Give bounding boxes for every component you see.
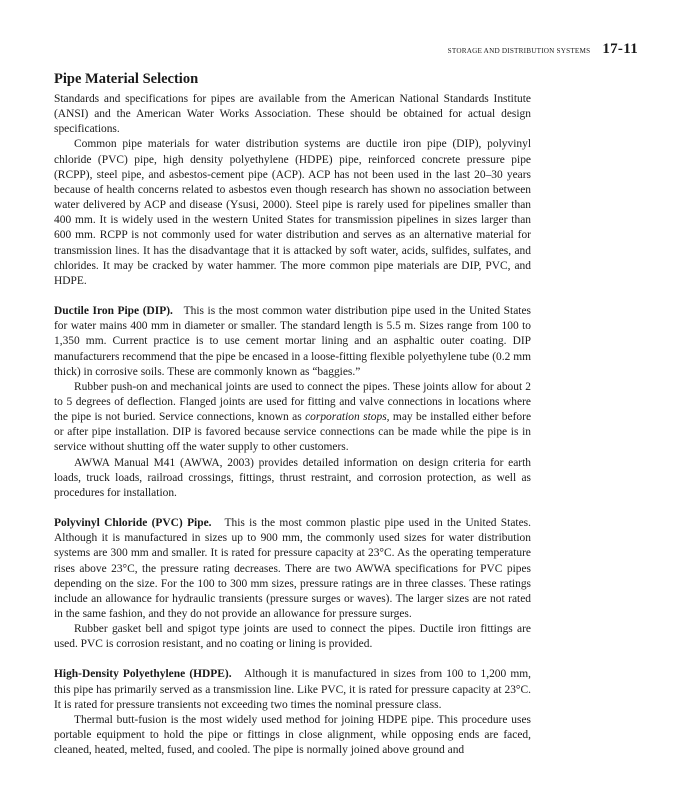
intro-paragraph-1: Standards and specifications for pipes are available from the American National Standards Institute (ANSI) and the American Water Works Association. These should be obtained for actual design specifications.: [54, 93, 531, 136]
section-heading: Pipe Material Selection: [54, 71, 199, 87]
subsection-hdpe: [54, 667, 531, 758]
running-header-title: STORAGE AND DISTRIBUTION SYSTEMS: [447, 47, 591, 55]
pvc-paragraph-2: Rubber gasket bell and spigot type joints are used to connect the pipes. Ductile iron fittings are used. PVC is corrosion resistant, and no coating or lining is provided.: [54, 623, 531, 651]
hdpe-runin-heading: High-Density Polyethylene (HDPE).: [54, 668, 232, 681]
dip-paragraph-1: [54, 304, 531, 380]
dip-paragraph-3: AWWA Manual M41 (AWWA, 2003) provides detailed information on design criteria for earth loads, truck loads, railroad crossings, fittings, thrust restraint, and corrosion protection, as well as procedures for installation.: [54, 456, 531, 499]
dip-runin-heading: Ductile Iron Pipe (DIP).: [54, 305, 173, 318]
intro-paragraph-2: Common pipe materials for water distribution systems are ductile iron pipe (DIP), polyvinyl chloride (PVC) pipe, high density polyethylene (HDPE) pipe, reinforced concrete pressure pipe (RCPP), steel pipe, and asbestos-cement pipe (ACP). ACP has not been used in the last 20–30 years because of health concerns related to asbestos even though research has shown no association between water delivered by ACP and disease (Ysusi, 2000). Steel pipe is rarely used for pipelines smaller than 400 mm. It is widely used in the western United States for transmission pipelines in sizes larger than 600 mm. RCPP is not commonly used for water distribution and serves as an alternative material for transmission lines. It has the disadvantage that it is attacked by soft water, acids, sulfides, sulfates, and chlorides. It may be cracked by water hammer. The more common pipe materials are DIP, PVC, and HDPE.: [54, 138, 531, 287]
hdpe-paragraph-2: Thermal butt-fusion is the most widely used method for joining HDPE pipe. This procedure uses portable equipment to hold the pipe or fittings in close alignment, while opposing ends are faced, cleaned, heated, melted, fused, and cooled. The pipe is normally joined above ground and: [54, 713, 531, 757]
dip-paragraph-1-text: This is the most common water distribution pipe used in the United States for water mains 400 mm in diameter or smaller. The standard length is 5.5 m. Sizes range from 100 to 1,350 mm. Current practice is to use cement mortar lining and an asphaltic outer coating. DIP manufacturers recommend that the pipe be encased in a loose-fitting flexible polyethylene tube (0.2 mm thick) in corrosive soils. These are commonly known as “baggies.”: [54, 305, 531, 378]
body-text: [54, 70, 531, 758]
page-number: 17-11: [602, 41, 638, 57]
running-header: [448, 41, 638, 58]
hdpe-paragraph-1: [54, 667, 531, 712]
pvc-runin-heading: Polyvinyl Chloride (PVC) Pipe.: [54, 517, 212, 530]
dip-paragraph-2-text-b: may be installed either before or after pipe installation. DIP is favored because service connections can be made while the pipe is in service without shutting off the water supply to other customers.: [54, 411, 532, 454]
pvc-paragraph-1: [54, 516, 531, 622]
dip-paragraph-2-text-a: Rubber push-on and mechanical joints are used to connect the pipes. These joints allow for about 2 to 5 degrees of deflection. Flanged joints are used for fitting and valve connections in locations where the pipe is not buried. Service connections, known as: [54, 380, 531, 424]
hdpe-paragraph-1-text: Although it is manufactured in sizes from 100 to 1,200 mm, this pipe has primarily served as a transmission line. Like PVC, it is rated for pressure capacity at 23°C. It is rated for pressure transients not exceeding two times the nominal pressure class.: [54, 668, 532, 711]
pvc-paragraph-1-text: This is the most common plastic pipe used in the United States. Although it is manufactured in sizes up to 900 mm, the commonly used sizes for water distribution systems are 300 mm and smaller. It is rated for pressure capacity at 23°C. As the operating temperature rises above 23°C, the pressure rating decreases. There are two AWWA specifications for PVC pipes depending on the size. For the 100 to 300 mm sizes, pressure ratings are in three classes. These ratings include an allowance for hydraulic transients (pressure surges or waves). The larger sizes are not rated in the same fashion, and they do not provide an allowance for pressure surges.: [54, 517, 531, 620]
dip-paragraph-2: [54, 380, 531, 456]
dip-paragraph-2-term: corporation stops,: [305, 411, 390, 424]
subsection-pvc: [54, 516, 531, 652]
subsection-dip: [54, 304, 531, 501]
